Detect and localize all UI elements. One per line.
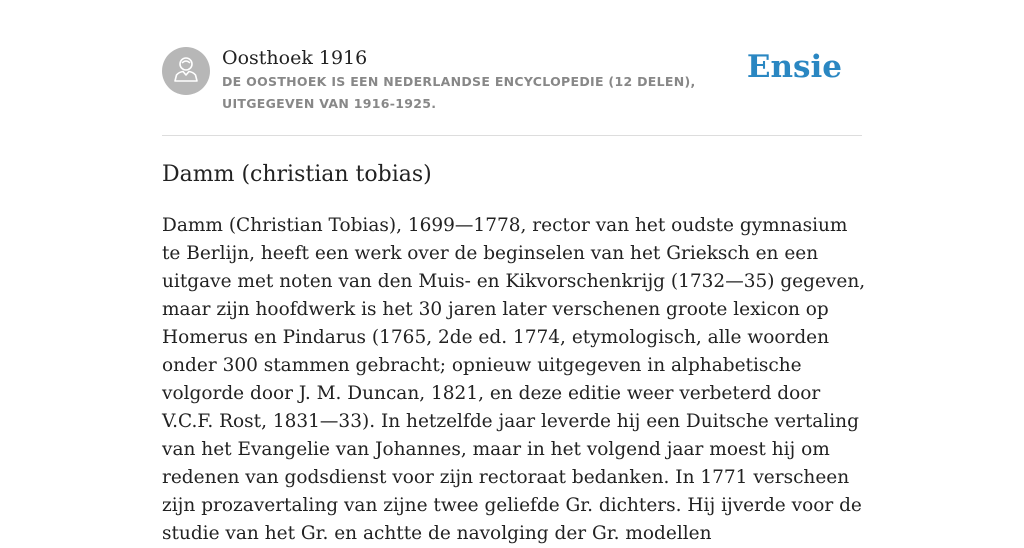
ensie-logo[interactable]: Ensie xyxy=(746,49,842,85)
header-divider xyxy=(162,135,862,136)
source-avatar[interactable] xyxy=(162,47,210,95)
source-title[interactable]: Oosthoek 1916 xyxy=(222,47,368,69)
user-icon xyxy=(171,54,201,88)
source-description: DE OOSTHOEK IS EEN NEDERLANDSE ENCYCLOPEDIE (12 DELEN), UITGEGEVEN VAN 1916-1925. xyxy=(222,74,696,111)
article-title: Damm (christian tobias) xyxy=(162,162,432,187)
article-body: Damm (Christian Tobias), 1699—1778, rector van het oudste gymnasium te Berlijn, heeft een werk over de beginselen van het Grieksch en een uitgave met noten van den Muis- en Kikvorschenkrijg (1732—35) gegeven, maar zijn hoofdwerk is het 30 jaren later verschenen groote lexicon op Homerus en Pindarus (1765, 2de ed. 1774, etymologisch, alle woorden onder 300 stammen gebracht; opnieuw uitgegeven in alphabetische volgorde door J. M. Duncan, 1821, en deze editie weer verbeterd door V.C.F. Rost, 1831—33). In hetzelfde jaar leverde hij een Duitsche vertaling van het Evangelie van Johannes, maar in het volgend jaar moest hij om redenen van godsdienst voor zijn rectoraat bedanken. In 1771 verscheen zijn prozavertaling van zijne twee geliefde Gr. dichters. Hij ijverde voor de studie van het Gr. en achtte de navolging der Gr. modellen xyxy=(162,215,866,544)
source-header xyxy=(162,46,862,136)
